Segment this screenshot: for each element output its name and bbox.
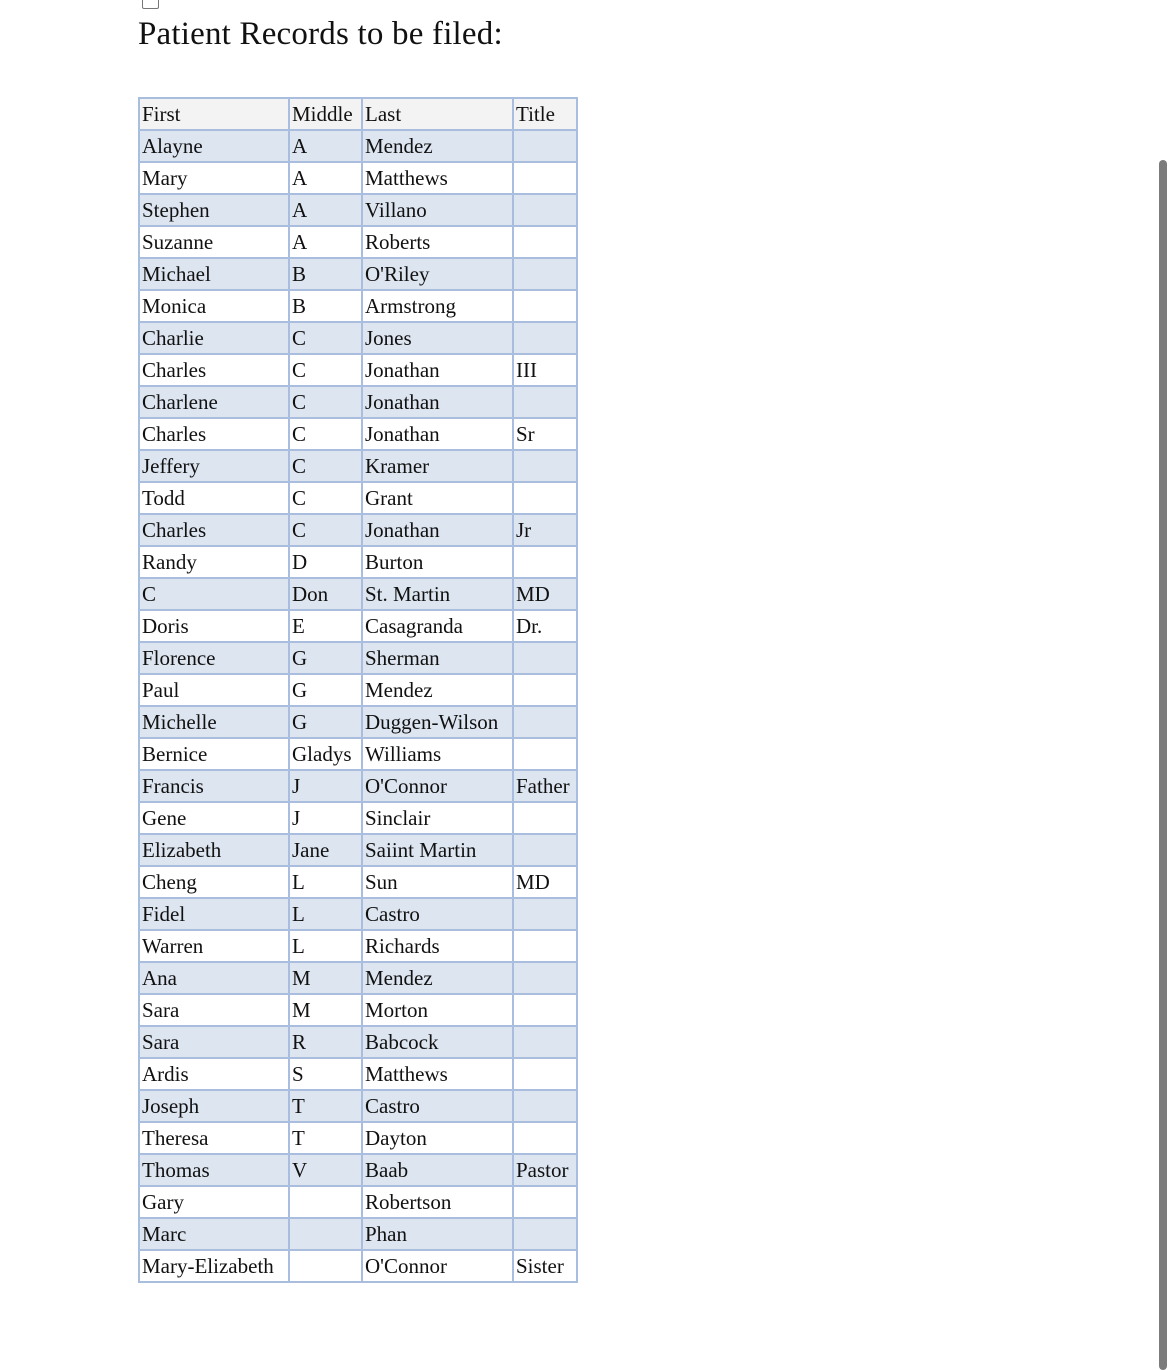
scrollbar-thumb[interactable] bbox=[1159, 160, 1167, 1370]
table-row bbox=[139, 1186, 577, 1218]
table-row bbox=[139, 1122, 577, 1154]
table-row bbox=[139, 386, 577, 418]
cell-last: Castro bbox=[362, 1090, 513, 1122]
cell-last: Villano bbox=[362, 194, 513, 226]
cell-first: Charles bbox=[139, 354, 289, 386]
cell-title bbox=[513, 258, 577, 290]
table-row bbox=[139, 898, 577, 930]
cell-last: Robertson bbox=[362, 1186, 513, 1218]
cell-title: III bbox=[513, 354, 577, 386]
cell-middle: B bbox=[289, 258, 362, 290]
cell-middle: A bbox=[289, 130, 362, 162]
cell-middle: A bbox=[289, 194, 362, 226]
table-row bbox=[139, 1058, 577, 1090]
table-row bbox=[139, 642, 577, 674]
cell-middle: A bbox=[289, 226, 362, 258]
table-row bbox=[139, 962, 577, 994]
table-row bbox=[139, 930, 577, 962]
cell-last: Matthews bbox=[362, 162, 513, 194]
cell-first: Stephen bbox=[139, 194, 289, 226]
header-first: First bbox=[139, 98, 289, 130]
cell-last: Grant bbox=[362, 482, 513, 514]
table-row bbox=[139, 450, 577, 482]
cell-title bbox=[513, 1186, 577, 1218]
cell-title: Jr bbox=[513, 514, 577, 546]
cell-first: Gary bbox=[139, 1186, 289, 1218]
table-row bbox=[139, 706, 577, 738]
cell-title bbox=[513, 162, 577, 194]
cell-title bbox=[513, 546, 577, 578]
cell-last: Sherman bbox=[362, 642, 513, 674]
cell-middle: M bbox=[289, 994, 362, 1026]
cell-last: Sun bbox=[362, 866, 513, 898]
table-row bbox=[139, 226, 577, 258]
cell-title bbox=[513, 1122, 577, 1154]
cell-last: Jonathan bbox=[362, 418, 513, 450]
cell-title: Pastor bbox=[513, 1154, 577, 1186]
cell-title bbox=[513, 482, 577, 514]
cell-first: Mary-Elizabeth bbox=[139, 1250, 289, 1282]
cell-first: Michelle bbox=[139, 706, 289, 738]
cell-middle: A bbox=[289, 162, 362, 194]
cell-last: Morton bbox=[362, 994, 513, 1026]
cell-last: Williams bbox=[362, 738, 513, 770]
cell-title bbox=[513, 194, 577, 226]
cell-middle: S bbox=[289, 1058, 362, 1090]
cell-last: Casagranda bbox=[362, 610, 513, 642]
cell-title bbox=[513, 322, 577, 354]
table-row bbox=[139, 514, 577, 546]
cell-last: O'Riley bbox=[362, 258, 513, 290]
cell-title bbox=[513, 962, 577, 994]
table-row bbox=[139, 1250, 577, 1282]
cell-title bbox=[513, 386, 577, 418]
cell-title: Father bbox=[513, 770, 577, 802]
cell-last: Richards bbox=[362, 930, 513, 962]
cell-middle: G bbox=[289, 642, 362, 674]
vertical-scrollbar[interactable] bbox=[1152, 0, 1170, 1360]
cell-first: Paul bbox=[139, 674, 289, 706]
table-row bbox=[139, 482, 577, 514]
cell-middle: C bbox=[289, 450, 362, 482]
cell-middle: T bbox=[289, 1090, 362, 1122]
cell-last: Burton bbox=[362, 546, 513, 578]
table-row bbox=[139, 674, 577, 706]
cell-last: Mendez bbox=[362, 674, 513, 706]
cell-first: Michael bbox=[139, 258, 289, 290]
header-last: Last bbox=[362, 98, 513, 130]
cell-last: O'Connor bbox=[362, 770, 513, 802]
cell-title bbox=[513, 450, 577, 482]
cell-middle: L bbox=[289, 930, 362, 962]
cell-middle: R bbox=[289, 1026, 362, 1058]
cell-first: Mary bbox=[139, 162, 289, 194]
cell-first: Monica bbox=[139, 290, 289, 322]
table-row bbox=[139, 162, 577, 194]
cell-first: Gene bbox=[139, 802, 289, 834]
cell-first: Theresa bbox=[139, 1122, 289, 1154]
cell-middle: Jane bbox=[289, 834, 362, 866]
cell-title bbox=[513, 930, 577, 962]
cell-first: Alayne bbox=[139, 130, 289, 162]
cell-first: Florence bbox=[139, 642, 289, 674]
patient-records-table bbox=[138, 97, 578, 1283]
cell-middle: V bbox=[289, 1154, 362, 1186]
cell-last: Saiint Martin bbox=[362, 834, 513, 866]
cell-first: Elizabeth bbox=[139, 834, 289, 866]
table-row bbox=[139, 258, 577, 290]
cell-last: Phan bbox=[362, 1218, 513, 1250]
table-row bbox=[139, 354, 577, 386]
cell-middle bbox=[289, 1250, 362, 1282]
cell-middle: C bbox=[289, 354, 362, 386]
cell-title: MD bbox=[513, 578, 577, 610]
cell-first: C bbox=[139, 578, 289, 610]
cell-first: Warren bbox=[139, 930, 289, 962]
cell-last: Jonathan bbox=[362, 354, 513, 386]
cell-last: Castro bbox=[362, 898, 513, 930]
cell-title: Sr bbox=[513, 418, 577, 450]
cell-title bbox=[513, 898, 577, 930]
cell-middle: C bbox=[289, 418, 362, 450]
cell-first: Doris bbox=[139, 610, 289, 642]
cell-middle: J bbox=[289, 802, 362, 834]
header-title: Title bbox=[513, 98, 577, 130]
cell-middle: C bbox=[289, 386, 362, 418]
cell-title bbox=[513, 994, 577, 1026]
cell-last: Roberts bbox=[362, 226, 513, 258]
cell-first: Todd bbox=[139, 482, 289, 514]
cell-title bbox=[513, 642, 577, 674]
cell-middle: T bbox=[289, 1122, 362, 1154]
cell-last: Baab bbox=[362, 1154, 513, 1186]
cell-title bbox=[513, 802, 577, 834]
cell-first: Francis bbox=[139, 770, 289, 802]
cell-middle: C bbox=[289, 482, 362, 514]
cell-title: MD bbox=[513, 866, 577, 898]
cell-first: Ardis bbox=[139, 1058, 289, 1090]
cell-middle: C bbox=[289, 322, 362, 354]
cell-last: Sinclair bbox=[362, 802, 513, 834]
cell-first: Sara bbox=[139, 1026, 289, 1058]
cell-title bbox=[513, 290, 577, 322]
cell-title bbox=[513, 1218, 577, 1250]
cell-middle bbox=[289, 1218, 362, 1250]
cell-title bbox=[513, 1026, 577, 1058]
table-row bbox=[139, 130, 577, 162]
table-row bbox=[139, 802, 577, 834]
cell-title bbox=[513, 674, 577, 706]
cell-last: Babcock bbox=[362, 1026, 513, 1058]
cell-first: Randy bbox=[139, 546, 289, 578]
table-row bbox=[139, 834, 577, 866]
cell-title bbox=[513, 834, 577, 866]
cell-title bbox=[513, 1058, 577, 1090]
cell-title bbox=[513, 226, 577, 258]
table-row bbox=[139, 290, 577, 322]
cell-last: Armstrong bbox=[362, 290, 513, 322]
cell-title bbox=[513, 706, 577, 738]
cell-last: St. Martin bbox=[362, 578, 513, 610]
cell-last: Kramer bbox=[362, 450, 513, 482]
table-row bbox=[139, 738, 577, 770]
table-row bbox=[139, 1154, 577, 1186]
cell-last: Dayton bbox=[362, 1122, 513, 1154]
cell-last: Duggen-Wilson bbox=[362, 706, 513, 738]
cell-title: Dr. bbox=[513, 610, 577, 642]
cell-middle: C bbox=[289, 514, 362, 546]
cell-middle: Don bbox=[289, 578, 362, 610]
cell-first: Cheng bbox=[139, 866, 289, 898]
cell-middle: E bbox=[289, 610, 362, 642]
table-row bbox=[139, 322, 577, 354]
table-row bbox=[139, 610, 577, 642]
cell-middle: J bbox=[289, 770, 362, 802]
cell-last: Mendez bbox=[362, 962, 513, 994]
cell-first: Thomas bbox=[139, 1154, 289, 1186]
cell-title bbox=[513, 1090, 577, 1122]
cell-first: Charles bbox=[139, 418, 289, 450]
table-row bbox=[139, 418, 577, 450]
cell-middle: M bbox=[289, 962, 362, 994]
table-row bbox=[139, 866, 577, 898]
cell-first: Joseph bbox=[139, 1090, 289, 1122]
table-row bbox=[139, 578, 577, 610]
table-row bbox=[139, 546, 577, 578]
cell-middle: L bbox=[289, 866, 362, 898]
cell-first: Marc bbox=[139, 1218, 289, 1250]
cell-last: Matthews bbox=[362, 1058, 513, 1090]
select-checkbox[interactable] bbox=[142, 0, 159, 9]
cell-last: Jonathan bbox=[362, 386, 513, 418]
cell-middle: G bbox=[289, 706, 362, 738]
table-row bbox=[139, 1026, 577, 1058]
cell-first: Jeffery bbox=[139, 450, 289, 482]
cell-last: O'Connor bbox=[362, 1250, 513, 1282]
cell-last: Jonathan bbox=[362, 514, 513, 546]
table-row bbox=[139, 1218, 577, 1250]
cell-first: Fidel bbox=[139, 898, 289, 930]
cell-first: Sara bbox=[139, 994, 289, 1026]
header-middle: Middle bbox=[289, 98, 362, 130]
table-row bbox=[139, 1090, 577, 1122]
table-header-row bbox=[139, 98, 577, 130]
cell-first: Suzanne bbox=[139, 226, 289, 258]
table-row bbox=[139, 770, 577, 802]
cell-title: Sister bbox=[513, 1250, 577, 1282]
cell-last: Jones bbox=[362, 322, 513, 354]
cell-first: Bernice bbox=[139, 738, 289, 770]
page-title: Patient Records to be filed: bbox=[138, 16, 503, 52]
cell-middle: B bbox=[289, 290, 362, 322]
cell-middle: D bbox=[289, 546, 362, 578]
cell-first: Charlie bbox=[139, 322, 289, 354]
cell-first: Charles bbox=[139, 514, 289, 546]
cell-middle: G bbox=[289, 674, 362, 706]
table-row bbox=[139, 994, 577, 1026]
cell-last: Mendez bbox=[362, 130, 513, 162]
cell-middle: L bbox=[289, 898, 362, 930]
cell-title bbox=[513, 738, 577, 770]
table-row bbox=[139, 194, 577, 226]
cell-middle: Gladys bbox=[289, 738, 362, 770]
cell-title bbox=[513, 130, 577, 162]
cell-first: Ana bbox=[139, 962, 289, 994]
cell-first: Charlene bbox=[139, 386, 289, 418]
cell-middle bbox=[289, 1186, 362, 1218]
